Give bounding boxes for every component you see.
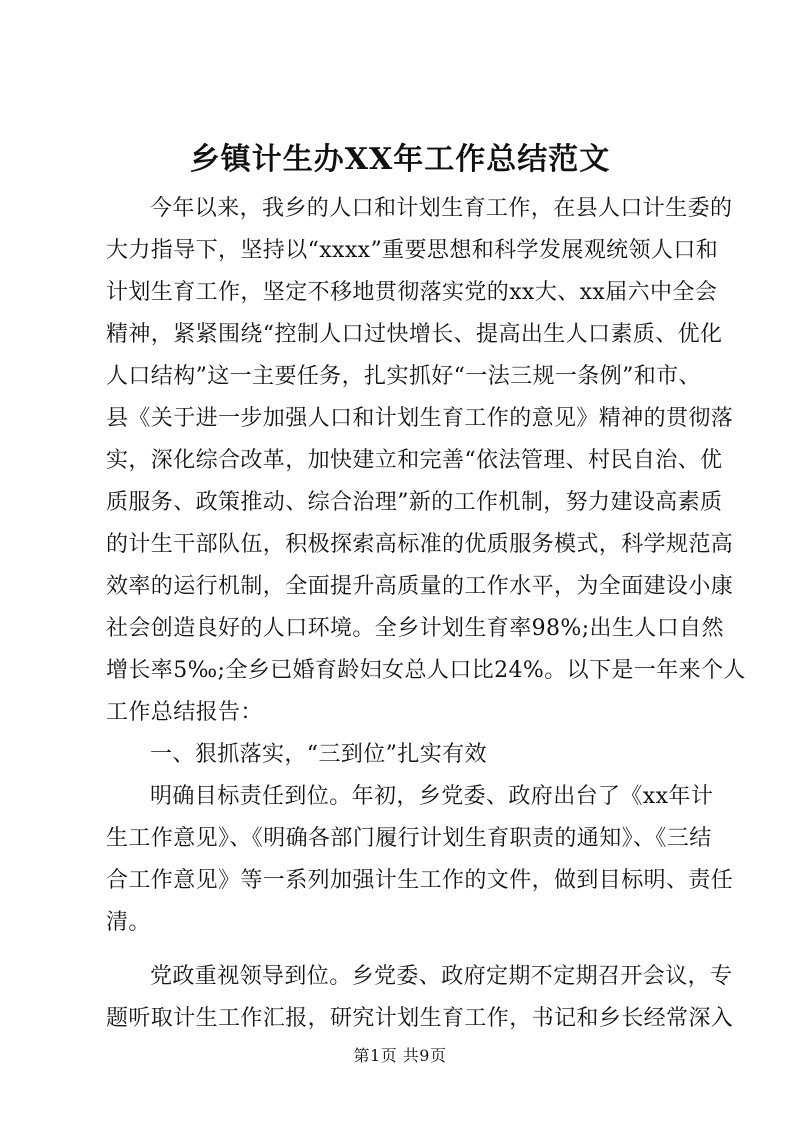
paragraph-line: 明确目标责任到位。年初，乡党委、政府出台了《xx年计 bbox=[150, 784, 714, 809]
paragraph-line: 清。 bbox=[106, 910, 151, 935]
page-footer: 第1页 共9页 bbox=[353, 1046, 447, 1065]
paragraph-line: 的计生干部队伍，积极探索高标准的优质服务模式，科学规范高 bbox=[106, 532, 734, 557]
paragraph-line: 精神，紧紧围绕“控制人口过快增长、提高出生人口素质、优化 bbox=[106, 322, 723, 347]
document-body bbox=[106, 188, 746, 1040]
paragraph-line: 效率的运行机制，全面提升高质量的工作水平，为全面建设小康 bbox=[106, 574, 734, 599]
paragraph-line: 题听取计生工作汇报，研究计划生育工作，书记和乡长经常深入 bbox=[106, 1006, 734, 1031]
paragraph-line: 今年以来，我乡的人口和计划生育工作，在县人口计生委的 bbox=[150, 196, 733, 221]
paragraph-line: 实，深化综合改革，加快建立和完善“依法管理、村民自治、优 bbox=[106, 448, 723, 473]
document-title: 乡镇计生办XX年工作总结范文 bbox=[189, 142, 611, 177]
paragraph-line: 县《关于进一步加强人口和计划生育工作的意见》精神的贯彻落 bbox=[106, 406, 734, 431]
paragraph-gap bbox=[106, 944, 698, 956]
paragraph-line: 计划生育工作，坚定不移地贯彻落实党的xx大、xx届六中全会 bbox=[106, 280, 718, 305]
paragraph-line: 生工作意见》、《明确各部门履行计划生育职责的通知》、《三结 bbox=[106, 826, 712, 851]
paragraph-line: 质服务、政策推动、综合治理”新的工作机制，努力建设高素质 bbox=[106, 490, 723, 515]
section-heading: 一、狠抓落实，“三到位”扎实有效 bbox=[150, 742, 487, 767]
paragraph-line: 党政重视领导到位。乡党委、政府定期不定期召开会议，专 bbox=[150, 964, 733, 989]
paragraph-line: 大力指导下，坚持以“xxxx”重要思想和科学发展观统领人口和 bbox=[106, 238, 719, 263]
paragraph-line: 工作总结报告： bbox=[106, 700, 263, 725]
paragraph-line: 人口结构”这一主要任务，扎实抓好“一法三规一条例”和市、 bbox=[106, 364, 701, 389]
paragraph-line: 合工作意见》等一系列加强计生工作的文件，做到目标明、责任 bbox=[106, 868, 734, 893]
paragraph-line: 社会创造良好的人口环境。全乡计划生育率98%;出生人口自然 bbox=[106, 616, 724, 641]
paragraph-line: 增长率5‰;全乡已婚育龄妇女总人口比24%。以下是一年来个人 bbox=[106, 658, 746, 683]
